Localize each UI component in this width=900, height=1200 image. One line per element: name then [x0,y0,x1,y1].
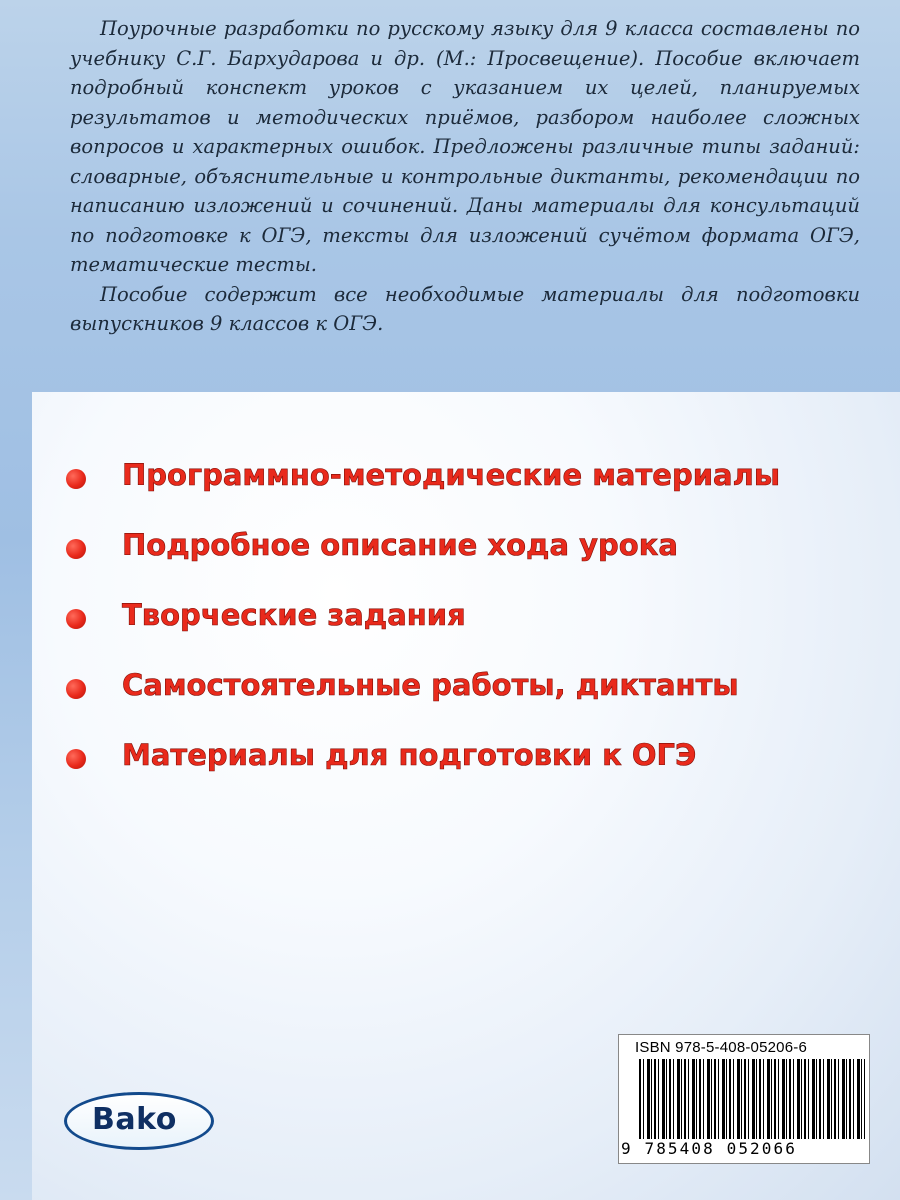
isbn-barcode-block [618,1034,870,1164]
bullet-icon [66,679,86,699]
feature-item [60,665,880,705]
feature-item [60,735,880,775]
intro-paragraph-2: Пособие содержит все необходимые материалы для подготовки выпускников 9 классов к ОГЭ. [70,282,860,335]
feature-item [60,525,880,565]
feature-label: Творческие задания [122,598,466,632]
bullet-icon [66,539,86,559]
feature-label: Материалы для подготовки к ОГЭ [122,738,697,772]
intro-text [70,14,860,339]
feature-item [60,595,880,635]
feature-label: Программно-методические материалы [122,458,781,492]
isbn-label: ISBN 978-5-408-05206-6 [635,1039,808,1056]
bullet-icon [66,609,86,629]
feature-item [60,455,880,495]
intro-paragraph-1: Поурочные разработки по русскому языку для 9 класса составлены по учебнику С.Г. Бархударова и др. (М.: Просвещение). Пособие включает подробный конспект уроков с указанием их целей, планируемых результатов и методических приёмов, разбором наиболее сложных вопросов и характерных ошибок. Предложены различные типы заданий: словарные, объяснительные и контрольные диктанты, рекомендации по написанию изложений и сочинений. Даны материалы для консультаций по подготовке к ОГЭ, тексты для изложений сучётом формата ОГЭ, тематические тесты. [70,17,860,276]
publisher-logo [54,1082,244,1162]
bullet-icon [66,749,86,769]
feature-label: Самостоятельные работы, диктанты [122,668,739,702]
feature-label: Подробное описание хода урока [122,528,678,562]
logo-text: Bako [92,1102,177,1137]
barcode-digits: 9 785408 052066 [621,1139,867,1158]
feature-list [60,455,880,805]
bullet-icon [66,469,86,489]
barcode-icon [639,1059,865,1141]
